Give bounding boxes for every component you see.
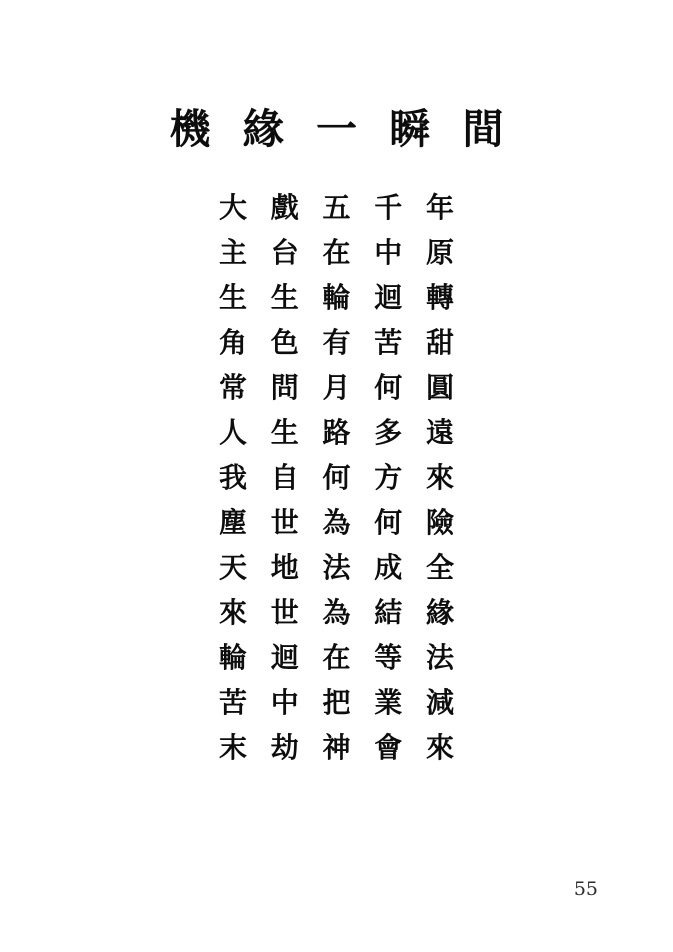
poem-line: 輪 迴 在 等 法 xyxy=(219,641,461,674)
page-title: 機 緣 一 瞬 間 xyxy=(169,105,513,153)
poem-line: 大 戲 五 千 年 xyxy=(219,191,461,224)
poem-line: 角 色 有 苦 甜 xyxy=(219,326,461,359)
poem-line: 主 台 在 中 原 xyxy=(219,236,461,269)
poem-line: 人 生 路 多 遠 xyxy=(219,416,461,449)
poem-line: 末 劫 神 會 來 xyxy=(219,731,461,764)
poem-line: 生 生 輪 迴 轉 xyxy=(219,281,461,314)
poem-line: 我 自 何 方 來 xyxy=(219,461,461,494)
poem-line: 苦 中 把 業 減 xyxy=(219,686,461,719)
poem-line: 天 地 法 成 全 xyxy=(219,551,461,584)
page-number: 55 xyxy=(573,878,598,900)
poem-line: 常 問 月 何 圓 xyxy=(219,371,461,404)
poem-line: 來 世 為 結 緣 xyxy=(219,596,461,629)
poem-line: 塵 世 為 何 險 xyxy=(219,506,461,539)
poem-body xyxy=(0,185,673,770)
